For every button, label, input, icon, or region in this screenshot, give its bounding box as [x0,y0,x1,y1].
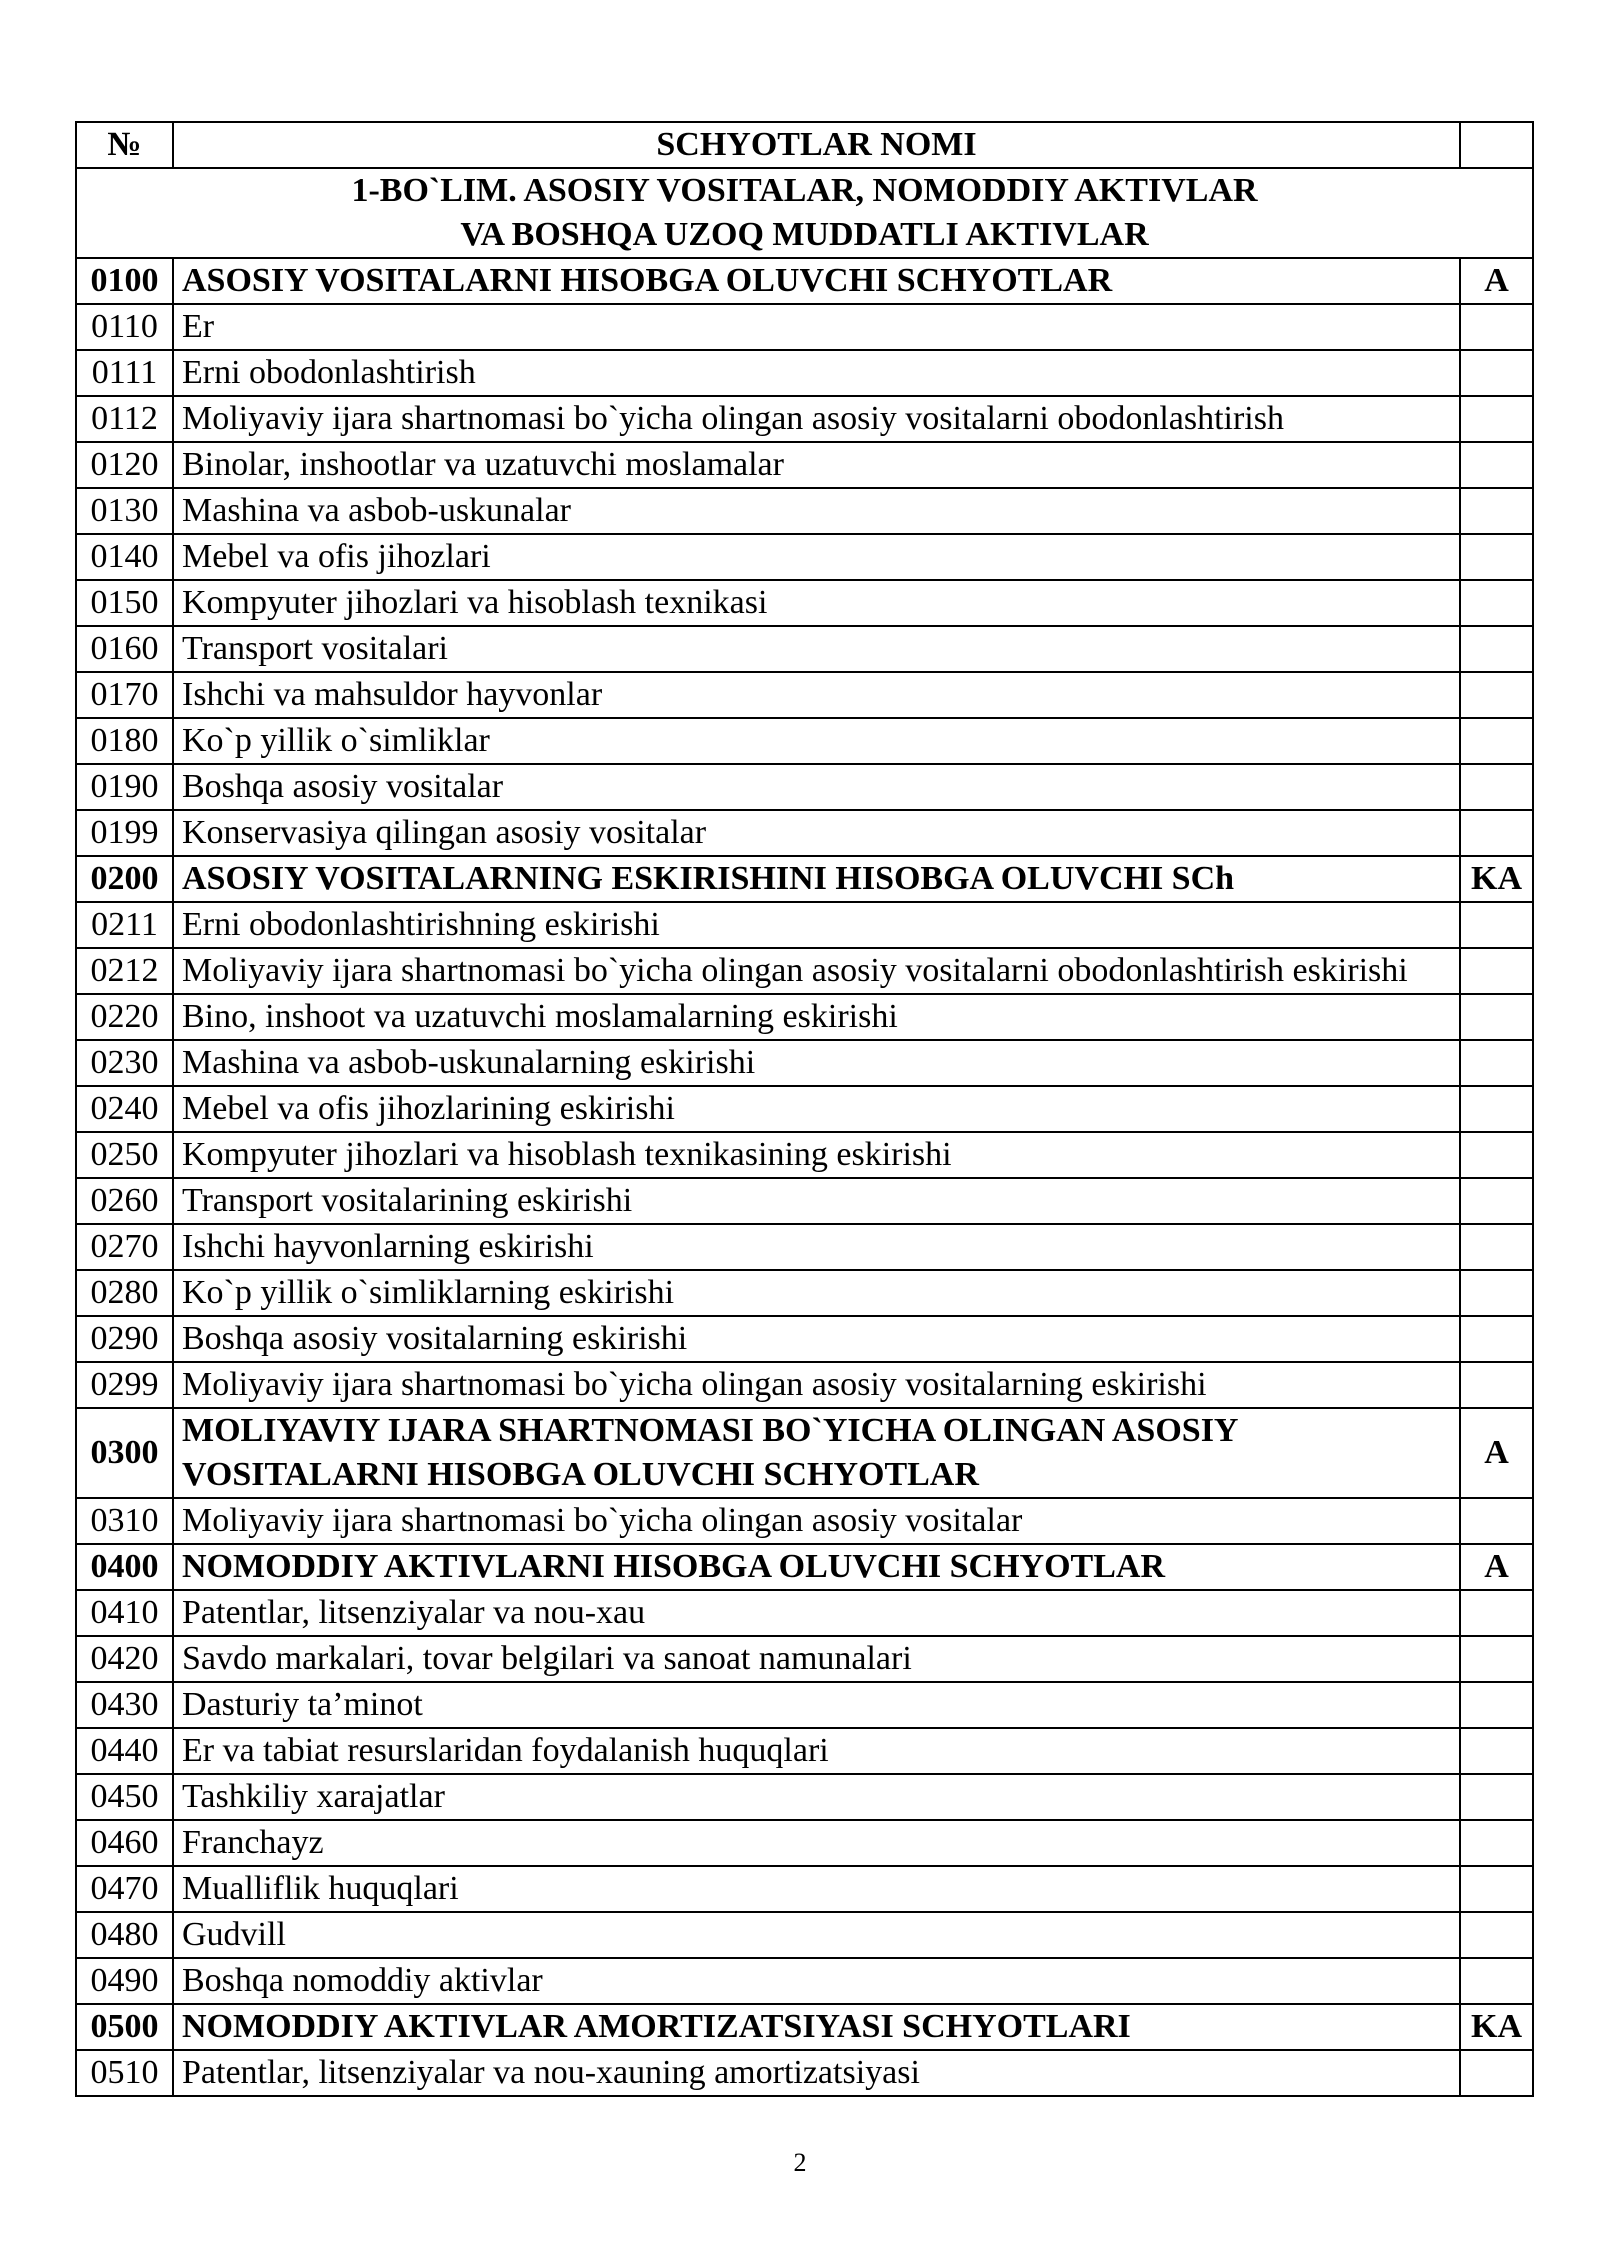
account-name: Kompyuter jihozlari va hisoblash texnikasi [173,580,1460,626]
account-type [1460,1040,1533,1086]
account-code: 0500 [76,2004,173,2050]
account-name: Moliyaviy ijara shartnomasi bo`yicha olingan asosiy vositalarni obodonlashtirish eskirishi [173,948,1460,994]
account-row [76,1270,1533,1316]
account-type [1460,1086,1533,1132]
account-code: 0490 [76,1958,173,2004]
account-type [1460,580,1533,626]
account-group-row [76,1408,1533,1498]
account-name: Konservasiya qilingan asosiy vositalar [173,810,1460,856]
account-group-row [76,856,1533,902]
account-row [76,1866,1533,1912]
account-code: 0250 [76,1132,173,1178]
account-code: 0220 [76,994,173,1040]
account-code: 0160 [76,626,173,672]
account-type [1460,534,1533,580]
account-name: Ishchi va mahsuldor hayvonlar [173,672,1460,718]
account-row [76,718,1533,764]
account-row [76,1958,1533,2004]
section-title-line-2: VA BOSHQA UZOQ MUDDATLI AKTIVLAR [460,216,1149,253]
account-code: 0470 [76,1866,173,1912]
account-row [76,1224,1533,1270]
account-code: 0170 [76,672,173,718]
account-name: Kompyuter jihozlari va hisoblash texnikasining eskirishi [173,1132,1460,1178]
account-row [76,1912,1533,1958]
account-code: 0240 [76,1086,173,1132]
account-name: Mebel va ofis jihozlari [173,534,1460,580]
account-type: KA [1460,2004,1533,2050]
account-row [76,1774,1533,1820]
account-row [76,1728,1533,1774]
account-type [1460,1636,1533,1682]
account-type [1460,2050,1533,2096]
account-row [76,1682,1533,1728]
account-code: 0270 [76,1224,173,1270]
account-code: 0450 [76,1774,173,1820]
account-row [76,1178,1533,1224]
account-name: Tashkiliy xarajatlar [173,1774,1460,1820]
account-group-row [76,2004,1533,2050]
account-code: 0310 [76,1498,173,1544]
account-name: Er [173,304,1460,350]
account-code: 0212 [76,948,173,994]
account-type [1460,1728,1533,1774]
account-row [76,1086,1533,1132]
account-code: 0180 [76,718,173,764]
account-row [76,1636,1533,1682]
account-code: 0400 [76,1544,173,1590]
account-row [76,902,1533,948]
account-type [1460,304,1533,350]
account-name: Mashina va asbob-uskunalar [173,488,1460,534]
account-name: Mashina va asbob-uskunalarning eskirishi [173,1040,1460,1086]
account-type [1460,350,1533,396]
account-row [76,1040,1533,1086]
account-code: 0420 [76,1636,173,1682]
accounts-table-body [76,122,1533,2096]
account-type: A [1460,258,1533,304]
page-number: 2 [793,2148,807,2177]
account-type: A [1460,1544,1533,1590]
account-row [76,672,1533,718]
account-name: Transport vositalari [173,626,1460,672]
account-type [1460,1178,1533,1224]
account-code: 0199 [76,810,173,856]
account-code: 0130 [76,488,173,534]
account-code: 0480 [76,1912,173,1958]
header-account-name: SCHYOTLAR NOMI [173,122,1460,168]
account-type [1460,396,1533,442]
account-code: 0290 [76,1316,173,1362]
account-code: 0430 [76,1682,173,1728]
account-name: Savdo markalari, tovar belgilari va sanoat namunalari [173,1636,1460,1682]
account-type [1460,488,1533,534]
account-code: 0110 [76,304,173,350]
account-name: Dasturiy ta’minot [173,1682,1460,1728]
account-name: Erni obodonlashtirish [173,350,1460,396]
account-row [76,1498,1533,1544]
account-name: Ishchi hayvonlarning eskirishi [173,1224,1460,1270]
account-code: 0300 [76,1408,173,1498]
account-name: Mualliflik huquqlari [173,1866,1460,1912]
account-name: Franchayz [173,1820,1460,1866]
account-code: 0200 [76,856,173,902]
table-header-row [76,122,1533,168]
account-row [76,1820,1533,1866]
account-type: A [1460,1408,1533,1498]
account-row [76,994,1533,1040]
account-type [1460,1270,1533,1316]
account-name: Moliyaviy ijara shartnomasi bo`yicha olingan asosiy vositalar [173,1498,1460,1544]
account-name: ASOSIY VOSITALARNI HISOBGA OLUVCHI SCHYOTLAR [173,258,1460,304]
account-name: NOMODDIY AKTIVLAR AMORTIZATSIYASI SCHYOTLARI [173,2004,1460,2050]
account-row [76,580,1533,626]
account-row [76,488,1533,534]
account-row [76,304,1533,350]
account-row [76,1132,1533,1178]
account-group-row [76,258,1533,304]
account-type [1460,1224,1533,1270]
account-code: 0510 [76,2050,173,2096]
account-type [1460,1820,1533,1866]
account-type [1460,764,1533,810]
account-type [1460,718,1533,764]
accounts-table [75,121,1534,2097]
account-name: Boshqa nomoddiy aktivlar [173,1958,1460,2004]
account-row [76,1316,1533,1362]
account-type [1460,1590,1533,1636]
account-name: MOLIYAVIY IJARA SHARTNOMASI BO`YICHA OLINGAN ASOSIY VOSITALARNI HISOBGA OLUVCHI SCHYOTLAR [173,1408,1460,1498]
account-code: 0190 [76,764,173,810]
account-code: 0140 [76,534,173,580]
account-type [1460,1682,1533,1728]
account-name: Gudvill [173,1912,1460,1958]
account-type: KA [1460,856,1533,902]
account-name: Erni obodonlashtirishning eskirishi [173,902,1460,948]
account-row [76,442,1533,488]
account-row [76,534,1533,580]
account-code: 0111 [76,350,173,396]
account-name: NOMODDIY AKTIVLARNI HISOBGA OLUVCHI SCHYOTLAR [173,1544,1460,1590]
account-type [1460,1316,1533,1362]
header-type [1460,122,1533,168]
account-code: 0230 [76,1040,173,1086]
account-type [1460,810,1533,856]
account-name: Ko`p yillik o`simliklarning eskirishi [173,1270,1460,1316]
account-group-row [76,1544,1533,1590]
account-code: 0460 [76,1820,173,1866]
account-row [76,350,1533,396]
section-title-line-1: 1-BO`LIM. ASOSIY VOSITALAR, NOMODDIY AKTIVLAR [351,172,1258,209]
account-type [1460,902,1533,948]
account-type [1460,1498,1533,1544]
account-name: Moliyaviy ijara shartnomasi bo`yicha olingan asosiy vositalarning eskirishi [173,1362,1460,1408]
account-code: 0211 [76,902,173,948]
account-name: Patentlar, litsenziyalar va nou-xau [173,1590,1460,1636]
account-type [1460,1958,1533,2004]
account-name: Boshqa asosiy vositalar [173,764,1460,810]
account-row [76,626,1533,672]
account-code: 0112 [76,396,173,442]
account-type [1460,1912,1533,1958]
section-title-row [76,168,1533,258]
header-number: № [76,122,173,168]
account-name: ASOSIY VOSITALARNING ESKIRISHINI HISOBGA OLUVCHI SCh [173,856,1460,902]
account-code: 0280 [76,1270,173,1316]
account-row [76,396,1533,442]
account-type [1460,994,1533,1040]
account-type [1460,1866,1533,1912]
account-row [76,1590,1533,1636]
account-name: Er va tabiat resurslaridan foydalanish huquqlari [173,1728,1460,1774]
account-row [76,2050,1533,2096]
account-type [1460,1774,1533,1820]
account-code: 0260 [76,1178,173,1224]
account-code: 0100 [76,258,173,304]
section-title [76,168,1533,258]
account-row [76,764,1533,810]
account-type [1460,442,1533,488]
account-type [1460,626,1533,672]
account-name: Mebel va ofis jihozlarining eskirishi [173,1086,1460,1132]
account-name: Binolar, inshootlar va uzatuvchi moslamalar [173,442,1460,488]
account-name: Boshqa asosiy vositalarning eskirishi [173,1316,1460,1362]
account-code: 0299 [76,1362,173,1408]
account-name: Moliyaviy ijara shartnomasi bo`yicha olingan asosiy vositalarni obodonlashtirish [173,396,1460,442]
account-row [76,948,1533,994]
account-type [1460,1132,1533,1178]
account-type [1460,672,1533,718]
account-row [76,1362,1533,1408]
account-code: 0150 [76,580,173,626]
account-row [76,810,1533,856]
account-code: 0120 [76,442,173,488]
account-code: 0440 [76,1728,173,1774]
account-code: 0410 [76,1590,173,1636]
account-type [1460,1362,1533,1408]
account-name: Transport vositalarining eskirishi [173,1178,1460,1224]
account-type [1460,948,1533,994]
account-name: Bino, inshoot va uzatuvchi moslamalarning eskirishi [173,994,1460,1040]
account-name: Ko`p yillik o`simliklar [173,718,1460,764]
account-name: Patentlar, litsenziyalar va nou-xauning amortizatsiyasi [173,2050,1460,2096]
